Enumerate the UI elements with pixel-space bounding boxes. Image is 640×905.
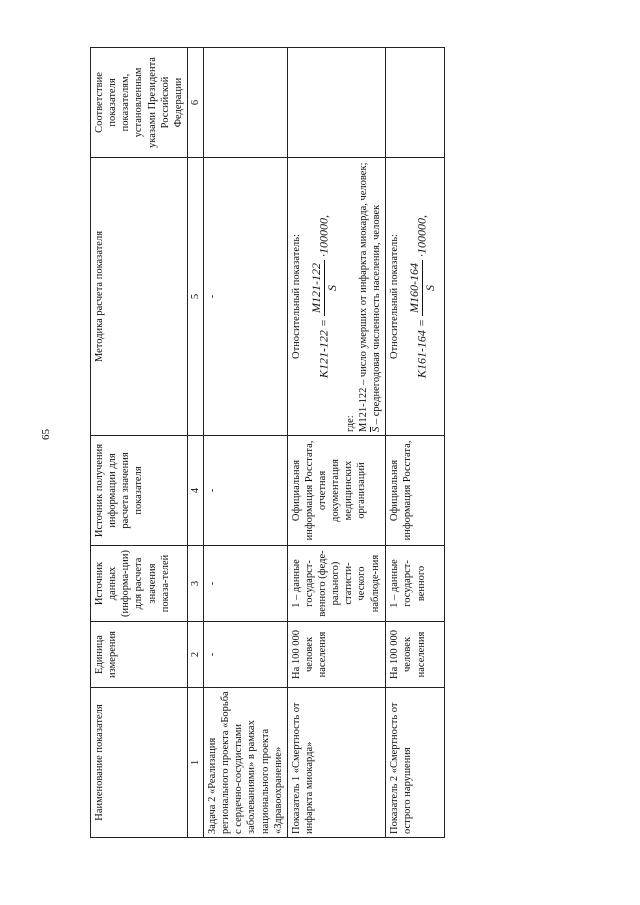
cell-compliance (287, 48, 386, 158)
definition-s-text: – среднегодовая численность населения, человек (371, 204, 383, 427)
formula-rhs: ·100000, (414, 214, 429, 257)
document-sheet (90, 48, 526, 838)
col-number: 4 (187, 436, 203, 546)
header-data-source: Источник данных (информа-ции) для расчета значения показа-телей (91, 546, 188, 622)
formula (407, 161, 438, 432)
col-number: 2 (187, 622, 203, 688)
formula-numerator: M121-122 (309, 260, 325, 316)
col-number: 3 (187, 546, 203, 622)
cell-data-source: - (204, 546, 288, 622)
where-label: где: (344, 415, 356, 432)
table-row-indicator-2 (386, 48, 445, 838)
col-number: 1 (187, 688, 203, 838)
table-row-task-2 (204, 48, 288, 838)
cell-name: Задача 2 «Реализация регионального проекта «Борьба с сердечно-сосудистыми заболеваниями» в рамках национального проекта «Здравоохранение» (204, 688, 288, 838)
cell-method (386, 158, 445, 436)
cell-info-source: Официальная информация Росстата, (386, 436, 445, 546)
formula (309, 161, 340, 432)
definition-m: М121-122 – число умерших от инфаркта миокарда, человек; (358, 162, 369, 432)
formula-fraction (407, 260, 438, 316)
table-row-indicator-1 (287, 48, 386, 838)
formula-lhs: K161-164 = (414, 318, 429, 379)
cell-compliance (204, 48, 288, 158)
header-name: Наименование показателя (91, 688, 188, 838)
cell-unit: На 100 000 человек населения (386, 622, 445, 688)
cell-name: Показатель 2 «Смертность от острого нарушения (386, 688, 445, 838)
formula-fraction (309, 260, 340, 316)
cell-unit: На 100 000 человек населения (287, 622, 386, 688)
cell-method: - (204, 158, 288, 436)
cell-compliance (386, 48, 445, 158)
formula-denominator: S (423, 284, 438, 291)
method-title: Относительный показатель: (389, 234, 401, 359)
formula-rhs: ·100000, (316, 214, 331, 257)
header-method: Методика расчета показателя (91, 158, 188, 436)
cell-unit: - (204, 622, 288, 688)
cell-name: Показатель 1 «Смертность от инфаркта миокарда» (287, 688, 386, 838)
header-row (91, 48, 188, 838)
col-number: 6 (187, 48, 203, 158)
indicator-table (90, 47, 445, 838)
formula-numerator: M160-164 (407, 260, 423, 316)
formula-lhs: K121-122 = (316, 318, 331, 379)
formula-denominator: S (324, 284, 339, 291)
cell-method (287, 158, 386, 436)
column-number-row (187, 48, 203, 838)
header-unit: Единица измерения (91, 622, 188, 688)
cell-info-source: - (204, 436, 288, 546)
symbol-s: $\overline{S}$ (371, 426, 383, 432)
cell-data-source: 1 – данные государст-венного (феде-рального) статисти-ческого наблюде-ния (287, 546, 386, 622)
method-title: Относительный показатель: (290, 234, 302, 359)
cell-info-source: Официальная информация Росстата, отчетная документация медицинских организаций (287, 436, 386, 546)
definition-s (370, 161, 383, 432)
cell-data-source: 1 – данные государст-венного (386, 546, 445, 622)
page-number: 65 (40, 429, 52, 440)
header-compliance: Соответствие показателя показателям, установленным указами Президента Российской Федерации (91, 48, 188, 158)
col-number: 5 (187, 158, 203, 436)
header-info-source: Источник получения информации для расчета значения показателя (91, 436, 188, 546)
